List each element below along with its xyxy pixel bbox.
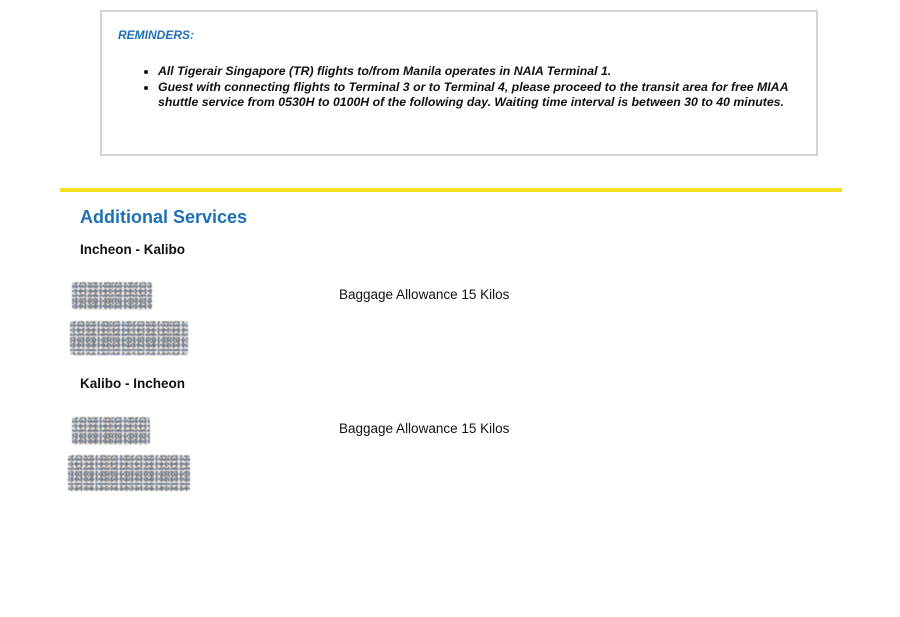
redacted-passenger-detail [68,455,190,491]
reminders-title: REMINDERS: [118,28,195,42]
additional-services-title: Additional Services [80,207,248,227]
baggage-allowance-return: Baggage Allowance 15 Kilos [339,421,510,436]
reminder-item: • All Tigerair Singapore (TR) flights to/from Manila operates in NAIA Terminal 1. [158,64,818,80]
redacted-passenger-detail [70,321,188,355]
reminders-box [100,10,818,156]
section-divider [60,188,842,192]
reminders-list [138,64,818,111]
baggage-allowance-outbound: Baggage Allowance 15 Kilos [339,287,510,302]
reminder-item: • Guest with connecting flights to Terminal 3 or to Terminal 4, please proceed to the transit area for free MIAA shuttle service from 0530H to 0100H of the following day. Waiting time interval is between 30 to 40 minutes. [158,80,818,111]
route-heading-return: Kalibo - Incheon [80,376,186,391]
redacted-passenger-name [72,417,150,445]
route-heading-outbound: Incheon - Kalibo [80,242,186,257]
redacted-passenger-name [72,282,152,310]
